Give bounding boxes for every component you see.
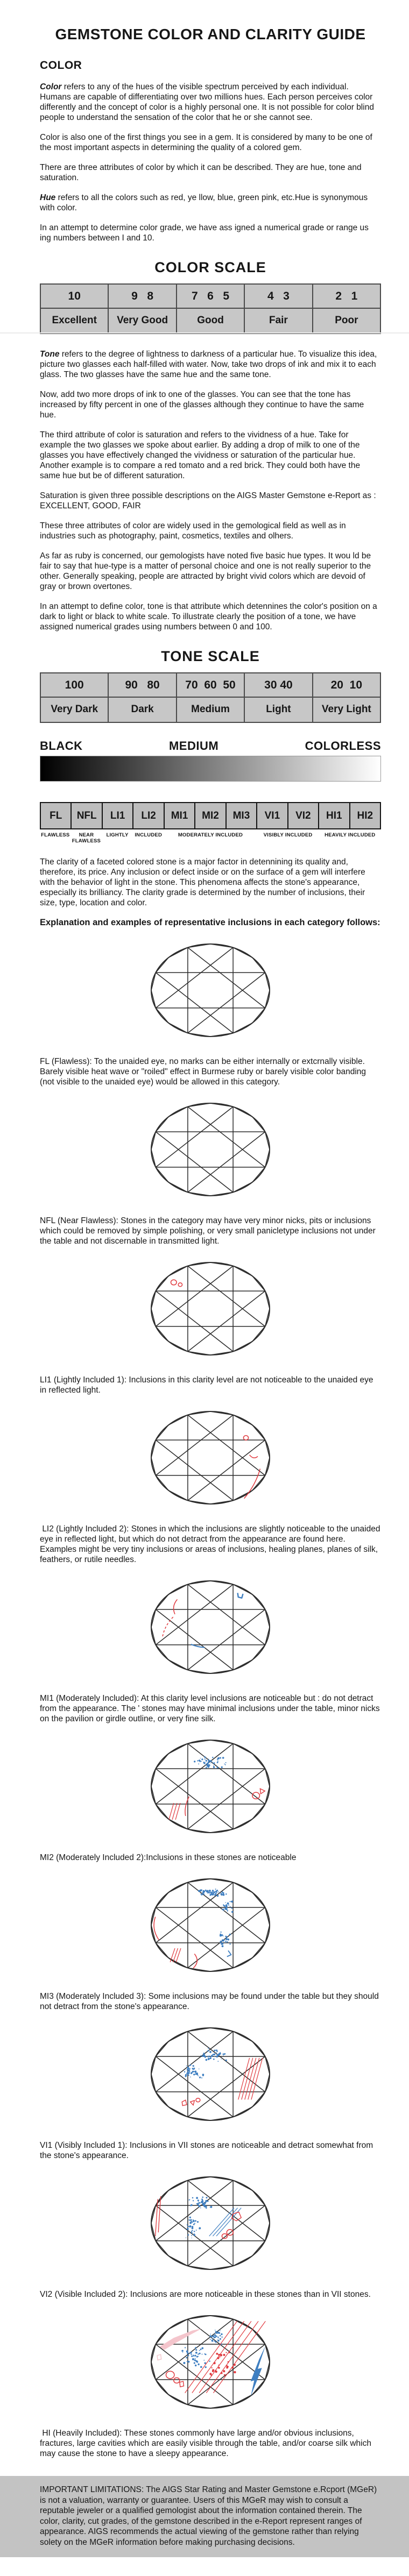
gem-caption-HI: HI (Heavily Included): These stones commonly have large and/or obvious inclusions, fractures, large cavities which are easily visible through the table, and/or coarse silk which may cause the stone to have a sleepy appearance. — [40, 2429, 374, 2458]
gem-caption-MI2: MI2 (Moderately Included 2):Inclusions in these stones are noticeable — [40, 1853, 297, 1862]
tone-scale-label-cell: Very Dark — [41, 697, 108, 722]
gem-caption-VI2: VI2 (Visible Included 2): Inclusions are more noticeable in these stones than in VII stones. — [40, 2290, 371, 2299]
important-limitations-text: IMPORTANT LIMITATIONS: The AIGS Star Rating and Master Gemstone e.Rcport (MGeR) is not a valuation, warranty or guarantee. Users of this MGeR may wish to consult a reputable jeweler or a qualified gemologist about the information contained therein. The color, clarity, cut grades, of the gemstone described in the e-Report represent ranges of appearance. AIGS recommends the actual viewing of the gemstone rather than relying solety on the MGeR information before making purchasing decisions. — [40, 2485, 377, 2547]
tone-scale-label-cell: Very Light — [312, 697, 380, 722]
tone-paragraph-3: The third attribute of color is saturation and refers to the vividness of a hue. Take for example the two glasses we spoke about earlier. By adding a drop of milk to one of the glasses you have effectively changed the vividness or saturation of the particular hue. Another example is to compare a red tomato and a red brick. They could both have the same hue but be of different saturation. — [40, 430, 361, 480]
gem-caption-MI1: MI1 (Moderately Included): At this clarity level inclusions are noticeable but : do not detract from the appearance. The ' stones may have minimal inclusions under the table, minor nicks on the pavilion or girdle outline, or very fine silk. — [40, 1694, 382, 1723]
tone-scale-labels-row — [41, 697, 380, 722]
color-scale-grade-cell: 2 1 — [312, 285, 380, 308]
clarity-code-cell: HI2 — [349, 802, 381, 829]
page-break-line — [0, 332, 409, 333]
tone-paragraph-7: In an attempt to define color, tone is that attribute which detennines the color's position on a dark to light or black to white scale. To illustrate clearly the position of a tone, we have assigned numerical grades using numbers between 0 and 100. — [40, 602, 377, 631]
tone-scale-values-row — [41, 673, 380, 697]
color-scale-grade-cell: 10 — [41, 285, 108, 308]
gem-diagram-HI — [143, 2309, 278, 2417]
color-paragraph-4: Hue refers to all the colors such as red, ye llow, blue, green pink, etc.Hue is synonymous with color. — [40, 193, 368, 212]
color-paragraph-3: There are three attributes of color by which it can be described. They are hue, tone and saturation. — [40, 163, 362, 182]
color-section-heading: COLOR — [40, 59, 82, 72]
gradient-label-medium: MEDIUM — [168, 739, 219, 753]
color-paragraph-1-lead: Color — [40, 82, 62, 91]
color-paragraph-5: In an attempt to determine color grade, we have ass igned a numerical grade or range us ing numbers between I and 10. — [40, 223, 369, 243]
color-scale-label-cell: Fair — [244, 308, 312, 333]
page-title: GEMSTONE COLOR AND CLARITY GUIDE — [55, 26, 366, 42]
gem-caption-LI2: LI2 (Lightly Included 2): Stones in which the inclusions are slightly noticeable to the unaided eye in reflected light, but which do not detract from the appearance are found here. Examples might be very tiny inclusions or areas of inclusions, healing planes, planes of silk, feathers, or rutile needles. — [40, 1524, 383, 1564]
gem-diagram-MI3 — [143, 1872, 278, 1981]
clarity-code-cell: VI2 — [287, 802, 319, 829]
color-scale-title: COLOR SCALE — [154, 259, 266, 275]
color-scale-label-cell: Good — [176, 308, 244, 333]
gem-caption-MI3: MI3 (Moderately Included 3): Some inclusions may be found under the table but they should not detract from the stone's appearance. — [40, 1992, 382, 2011]
color-scale-grade-cell: 9 8 — [108, 285, 175, 308]
tone-scale-label-cell: Light — [244, 697, 312, 722]
color-scale-labels-row — [41, 308, 380, 333]
color-scale-grade-cell: 4 3 — [244, 285, 312, 308]
color-scale-grades-row — [41, 285, 380, 308]
clarity-category-label: INCLUDED — [135, 832, 163, 838]
clarity-category-label: MODERATELY INCLUDED — [178, 832, 243, 838]
clarity-code-cell: MI3 — [225, 802, 257, 829]
clarity-scale-row — [40, 802, 381, 829]
tone-scale-title: TONE SCALE — [161, 648, 260, 664]
clarity-code-cell: MI2 — [194, 802, 226, 829]
gem-diagram-VI1 — [143, 2021, 278, 2130]
important-limitations-box — [0, 2476, 409, 2557]
gem-caption-LI1: LI1 (Lightly Included 1): Inclusions in this clarity level are not noticeable to the unaided eye in reflected light. — [40, 1375, 376, 1395]
color-scale-label-cell: Poor — [312, 308, 380, 333]
color-paragraph-1: Color refers to any of the hues of the visible spectrum perceived by each individual. Humans are capable of differentiating over two millions hues. Each person perceives color differently and the concept of color is a highly personal one. It is not possible for color blind people to understand the sensation of the color that he or she cannot see. — [40, 82, 374, 122]
clarity-code-cell: MI1 — [164, 802, 195, 829]
clarity-category-labels — [40, 832, 381, 844]
gradient-label-black: BLACK — [40, 739, 83, 753]
tone-scale-value-cell: 70 60 50 — [176, 673, 244, 697]
tone-gradient-bar — [40, 756, 381, 782]
gradient-label-colorless: COLORLESS — [305, 739, 381, 753]
gem-caption-NFL: NFL (Near Flawless): Stones in the category may have very minor nicks, pits or inclusions which could be removed by simple polishing, or very small panicletype inclusions not under the table and not discernable in transmitted light. — [40, 1216, 378, 1246]
gem-diagram-MI1 — [143, 1574, 278, 1683]
clarity-code-cell: LI2 — [132, 802, 164, 829]
tone-paragraph-5: These three attributes of color are widely used in the gemological field as well as in industries such as photography, paint, cosmetics, textiles and olhers. — [40, 521, 346, 541]
clarity-category-label: FLAWLESS — [41, 832, 70, 838]
gem-caption-FL: FL (Flawless): To the unaided eye, no marks can be either internally or extcrnally visible. Barely visible heat wave or "roiled" effect in Burmese ruby or barely visible color banding (not visible to the unaided eye) would be allowed in this category. — [40, 1057, 369, 1087]
gem-diagram-LI1 — [143, 1256, 278, 1364]
clarity-category-label: NEAR FLAWLESS — [72, 832, 101, 844]
clarity-category-label: HEAVILY INCLUDED — [325, 832, 376, 838]
document-body — [0, 26, 409, 2459]
tone-paragraph-6: As far as ruby is concerned, our gemologists have noted five basic hue types. It wou ld be fair to say that hue-type is a matter of personal choice and one is not really superior to the other. Generally speaking, people are attracted by bright vivid colors which are devoid of gray or brown overtones. — [40, 551, 371, 591]
color-scale-table — [40, 283, 381, 334]
tone-scale-value-cell: 30 40 — [244, 673, 312, 697]
tone-scale-label-cell: Dark — [108, 697, 175, 722]
tone-paragraph-4: Saturation is given three possible descriptions on the AIGS Master Gemstone e-Report as : EXCELLENT, GOOD, FAIR — [40, 491, 376, 510]
gem-diagram-VI2 — [143, 2170, 278, 2279]
tone-paragraph-1-lead: Tone — [40, 350, 60, 359]
clarity-examples-heading: Explanation and examples of representative inclusions in each category follows: — [40, 918, 380, 927]
clarity-intro-paragraph: The clarity of a faceted colored stone is a major factor in detennining its quality and, therefore, its price. Any inclusion or defect inside or on the surface of a gem will interfere with the behavior of light in the stone. This phenomena affects the stone's appearance, especially its brilliancy. The clarity grade is determined by the number of inclusions, their size, type, location and color. — [40, 857, 365, 907]
tone-scale-table — [40, 672, 381, 723]
color-paragraph-2: Color is also one of the first things you see in a gem. It is considered by many to be one of the most important aspects in determining the quality of a colored gem. — [40, 133, 372, 152]
gem-diagram-LI2 — [143, 1405, 278, 1513]
clarity-code-cell: NFL — [70, 802, 102, 829]
tone-paragraph-2: Now, add two more drops of ink to one of the glasses. You can see that the tone has increased by fifty percent in one of the glasses although they continue to have the same hue. — [40, 390, 364, 420]
clarity-category-label: VISIBLY INCLUDED — [263, 832, 313, 838]
tone-paragraph-1: Tone refers to the degree of lightness to darkness of a particular hue. To visualize this idea, picture two glasses each half-filled with water. Now, take two drops of ink and mix it to each glass. The two glasses have the same hue and the same tone. — [40, 350, 377, 379]
tone-scale-value-cell: 100 — [41, 673, 108, 697]
clarity-diagram-list — [40, 938, 381, 2459]
color-scale-label-cell: Very Good — [108, 308, 175, 333]
color-scale-grade-cell: 7 6 5 — [176, 285, 244, 308]
tone-scale-value-cell: 20 10 — [312, 673, 380, 697]
gem-diagram-MI2 — [143, 1734, 278, 1842]
color-paragraph-4-lead: Hue — [40, 193, 56, 202]
clarity-code-cell: HI1 — [318, 802, 350, 829]
clarity-category-label: LIGHTLY — [106, 832, 129, 838]
clarity-code-cell: FL — [40, 802, 72, 829]
tone-scale-label-cell: Medium — [176, 697, 244, 722]
tone-scale-value-cell: 90 80 — [108, 673, 175, 697]
gem-caption-VI1: VI1 (Visibly Included 1): Inclusions in VII stones are noticeable and detract somewhat from the stone's appearance. — [40, 2141, 376, 2160]
gem-diagram-NFL — [143, 1097, 278, 1205]
color-scale-label-cell: Excellent — [41, 308, 108, 333]
clarity-code-cell: LI1 — [102, 802, 133, 829]
tone-gradient-labels — [40, 739, 381, 753]
clarity-code-cell: VI1 — [256, 802, 288, 829]
gem-diagram-FL — [143, 938, 278, 1046]
